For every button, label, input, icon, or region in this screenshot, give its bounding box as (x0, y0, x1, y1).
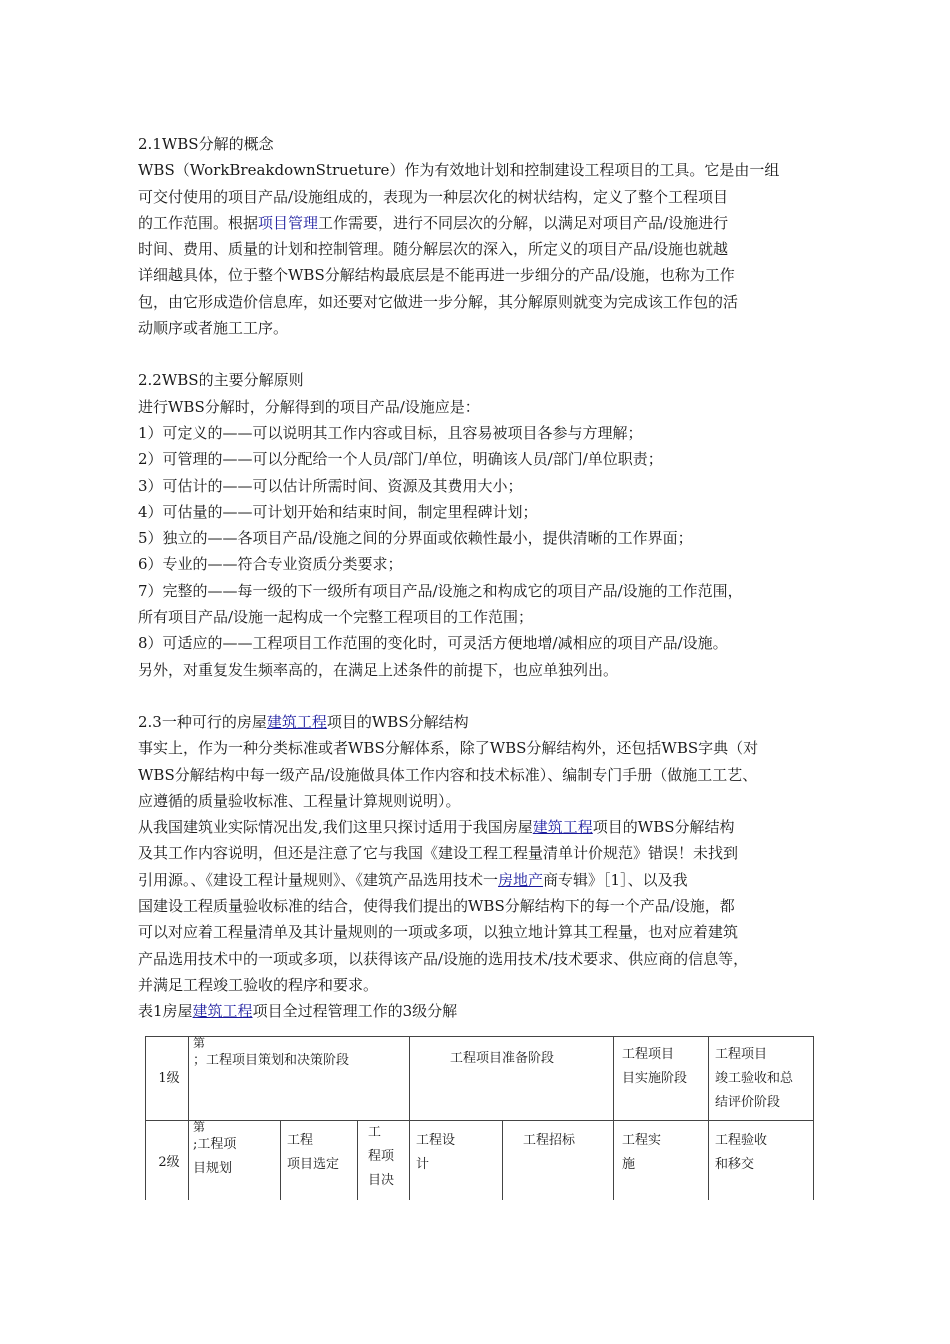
paragraph-line: 事实上，作为一种分类标准或者WBS分解体系，除了WBS分解结构外，还包括WBS字典（对 (138, 739, 759, 758)
text-span: 表1房屋 (138, 1002, 193, 1021)
spacer (138, 683, 828, 709)
link-building-engineering[interactable]: 建筑工程 (192, 1002, 253, 1021)
paragraph-line: 时间、费用、质量的计划和控制管理。随分解层次的深入，所定义的项目产品/设施也就越 (138, 240, 729, 259)
paragraph-line (138, 210, 828, 236)
paragraph-line: 国建设工程质量验收标准的结合，使得我们提出的WBS分解结构下的每一个产品/设施，都 (138, 897, 735, 916)
list-item: 5）独立的——各项目产品/设施之间的分界面或依赖性最小，提供清晰的工作界面； (138, 529, 693, 548)
table-cell (189, 1121, 281, 1205)
list-item: 3）可估计的——可以估计所需时间、资源及其费用大小； (138, 476, 523, 495)
cell-note: 第 (193, 1120, 206, 1134)
wbs-level-table (145, 1036, 814, 1205)
text-span: 2.3一种可行的房屋 (138, 712, 267, 731)
table-row (146, 1037, 814, 1121)
list-item: 6）专业的——符合专业资质分类要求； (138, 555, 403, 574)
paragraph-line: 进行WBS分解时，分解得到的项目产品/设施应是： (138, 397, 480, 416)
table-cell: 工程招标 (503, 1121, 614, 1205)
table-cell (189, 1037, 410, 1121)
text-span: 工作需要，进行不同层次的分解，以满足对项目产品/设施进行 (318, 213, 729, 232)
text-span: 项目的WBS分解结构 (592, 818, 735, 837)
link-real-estate[interactable]: 房地产 (498, 870, 544, 889)
level-cell: 1级 (146, 1037, 189, 1121)
text-span: 从我国建筑业实际情况出发,我们这里只探讨适用于我国房屋 (138, 818, 533, 837)
table-cell: 工程项目 竣工验收和总 结评价阶段 (709, 1037, 814, 1121)
table-caption (138, 998, 828, 1024)
text-span: 引用源。、《建设工程计量规则》、《建筑产品选用技术一 (138, 870, 499, 889)
paragraph-line: 动顺序或者施工工序。 (138, 319, 289, 338)
paragraph-line: 应遵循的质量验收标准、工程量计算规则说明）。 (138, 791, 461, 810)
paragraph-line: WBS分解结构中每一级产品/设施做具体工作内容和技术标准）、编制专门手册（做施工工艺、 (138, 765, 758, 784)
link-building-engineering[interactable]: 建筑工程 (266, 712, 327, 731)
text-span: 项目的WBS分解结构 (326, 712, 469, 731)
paragraph-line: 另外，对重复发生频率高的，在满足上述条件的前提下，也应单独列出。 (138, 660, 619, 679)
page-bottom-mask (0, 1200, 950, 1344)
paragraph-line: 包，由它形成造价信息库，如还要对它做进一步分解，其分解原则就变为完成该工作包的活 (138, 292, 739, 311)
cell-text: ;工程项 目规划 (193, 1137, 237, 1176)
text-span: 商专辑》［1］、以及我 (543, 870, 688, 889)
list-item: 4）可估量的——可计划开始和结束时间，制定里程碑计划； (138, 502, 538, 521)
section-title: 2.2WBS的主要分解原则 (138, 371, 304, 390)
table-cell: 工程验收 和移交 (709, 1121, 814, 1205)
paragraph-line: 可交付使用的项目产品/设施组成的，表现为一种层次化的树状结构，定义了整个工程项目 (138, 187, 729, 206)
level-cell: 2级 (146, 1121, 189, 1205)
section-title (138, 709, 828, 735)
cell-note: 第 (193, 1036, 206, 1050)
table-cell: 工程项目准备阶段 (410, 1037, 614, 1121)
table-cell: 工 程项 目决 (358, 1121, 410, 1205)
table-cell: 工程项目 目实施阶段 (614, 1037, 709, 1121)
table-row (146, 1121, 814, 1205)
table-cell: 工程设 计 (410, 1121, 503, 1205)
table-cell: 工程 项目选定 (281, 1121, 358, 1205)
list-item: 7）完整的——每一级的下一级所有项目产品/设施之和构成它的项目产品/设施的工作范围， (138, 581, 743, 600)
link-project-management[interactable]: 项目管理 (258, 213, 319, 232)
paragraph-line: 详细越具体，位于整个WBS分解结构最底层是不能再进一步细分的产品/设施，也称为工作 (138, 266, 735, 285)
text-span: 项目全过程管理工作的3级分解 (252, 1002, 458, 1021)
paragraph-line: 及其工作内容说明，但还是注意了它与我国《建设工程工程量清单计价规范》错误！未找到 (138, 844, 739, 863)
table-cell: 工程实 施 (614, 1121, 709, 1205)
spacer (138, 341, 828, 367)
link-building-engineering[interactable]: 建筑工程 (532, 818, 593, 837)
list-item: 所有项目产品/设施一起构成一个完整工程项目的工作范围； (138, 608, 534, 627)
paragraph-line (138, 814, 828, 840)
list-item: 8）可适应的——工程项目工作范围的变化时，可灵活方便地增/减相应的项目产品/设施。 (138, 634, 728, 653)
list-item: 2）可管理的——可以分配给一个人员/部门/单位，明确该人员/部门/单位职责； (138, 450, 663, 469)
paragraph-line: 可以对应着工程量清单及其计量规则的一项或多项，以独立地计算其工程量，也对应着建筑 (138, 923, 739, 942)
list-item: 1）可定义的——可以说明其工作内容或目标，且容易被项目各参与方理解； (138, 423, 643, 442)
section-title: 2.1WBS分解的概念 (138, 135, 274, 153)
paragraph-line: WBS（WorkBreakdownStrueture）作为有效地计划和控制建设工程项目的工具。它是由一组 (138, 161, 780, 180)
document-body (138, 131, 828, 1025)
paragraph-line: 产品选用技术中的一项或多项，以获得该产品/设施的选用技术/技术要求、供应商的信息等， (138, 949, 749, 968)
text-span: 的工作范围。根据 (138, 213, 259, 232)
paragraph-line: 并满足工程竣工验收的程序和要求。 (138, 975, 379, 994)
paragraph-line (138, 867, 828, 893)
cell-text: ；工程项目策划和决策阶段 (193, 1053, 350, 1068)
